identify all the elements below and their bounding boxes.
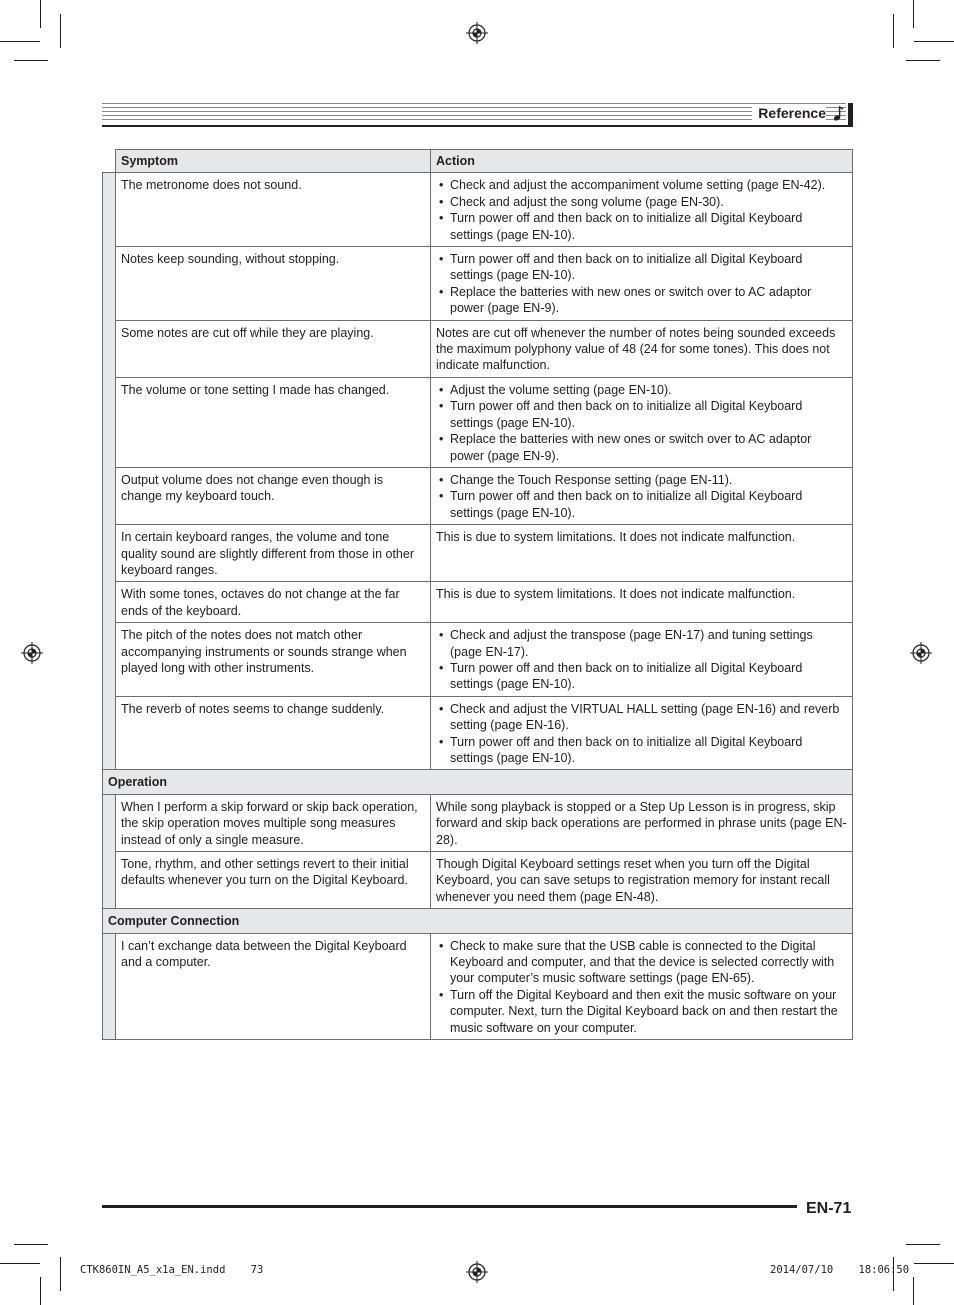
symptom-cell: When I perform a skip forward or skip back operation, the skip operation moves multiple song measures instead of only a single measure. xyxy=(116,794,431,851)
registration-mark-icon xyxy=(466,22,488,44)
action-cell xyxy=(431,173,853,247)
crop-mark xyxy=(914,41,954,42)
crop-mark xyxy=(0,41,40,42)
symptom-cell: I can’t exchange data between the Digital Keyboard and a computer. xyxy=(116,933,431,1039)
crop-mark xyxy=(913,0,914,28)
crop-mark xyxy=(914,1263,954,1264)
symptom-cell: The pitch of the notes does not match other accompanying instruments or sounds strange when played long with other instruments. xyxy=(116,623,431,697)
registration-mark-icon xyxy=(910,642,932,664)
table-corner xyxy=(103,150,116,173)
table-row xyxy=(103,852,853,909)
action-cell: While song playback is stopped or a Step Up Lesson is in progress, skip forward and skip back operations are performed in phrase units (page EN-28). xyxy=(431,794,853,851)
column-header-symptom: Symptom xyxy=(116,150,431,173)
action-cell: Though Digital Keyboard settings reset when you turn off the Digital Keyboard, you can save setups to registration memory for instant recall whenever you need them (page EN-48). xyxy=(431,852,853,909)
action-bullet: • Turn power off and then back on to initialize all Digital Keyboard settings (page EN-10). xyxy=(436,398,847,431)
symptom-cell: Some notes are cut off while they are playing. xyxy=(116,320,431,377)
crop-mark xyxy=(40,1277,41,1305)
section-title: Reference xyxy=(752,105,826,121)
crop-mark xyxy=(60,1257,61,1291)
print-slug-date: 2014/07/10 18:06:50 xyxy=(770,1264,910,1276)
action-bullet: • Turn power off and then back on to initialize all Digital Keyboard settings (page EN-10). xyxy=(436,251,847,284)
action-bullet: • Check and adjust the song volume (page EN-30). xyxy=(436,194,847,210)
table-row xyxy=(103,696,853,770)
table-row xyxy=(103,377,853,467)
crop-mark xyxy=(906,1244,940,1245)
symptom-cell: Notes keep sounding, without stopping. xyxy=(116,247,431,321)
category-row xyxy=(103,770,853,794)
action-cell xyxy=(431,933,853,1039)
action-bullet: • Check and adjust the VIRTUAL HALL setting (page EN-16) and reverb setting (page EN-16). xyxy=(436,701,847,734)
table-row xyxy=(103,623,853,697)
crop-mark xyxy=(893,14,894,48)
symptom-cell: Tone, rhythm, and other settings revert to their initial defaults whenever you turn on the Digital Keyboard. xyxy=(116,852,431,909)
action-bullet: • Change the Touch Response setting (page EN-11). xyxy=(436,472,847,488)
crop-mark xyxy=(60,14,61,48)
table-row xyxy=(103,320,853,377)
column-header-action: Action xyxy=(431,150,853,173)
crop-mark xyxy=(14,60,48,61)
action-bullet: • Turn power off and then back on to initialize all Digital Keyboard settings (page EN-10). xyxy=(436,734,847,767)
header-bottom-rule xyxy=(102,125,853,127)
symptom-cell: The metronome does not sound. xyxy=(116,173,431,247)
category-operation: Operation xyxy=(103,770,853,794)
page-number: EN-71 xyxy=(806,1200,852,1217)
crop-mark xyxy=(906,60,940,61)
action-cell: This is due to system limitations. It does not indicate malfunction. xyxy=(431,582,853,623)
header-rule-lines xyxy=(102,103,846,125)
category-computer-connection: Computer Connection xyxy=(103,909,853,933)
crop-mark xyxy=(40,0,41,28)
action-cell xyxy=(431,247,853,321)
music-note-icon xyxy=(831,103,853,125)
footer-rule xyxy=(102,1205,797,1208)
crop-mark xyxy=(913,1277,914,1305)
symptom-cell: In certain keyboard ranges, the volume and tone quality sound are slightly different from those in other keyboard ranges. xyxy=(116,525,431,582)
symptom-cell: The volume or tone setting I made has changed. xyxy=(116,377,431,467)
table-row xyxy=(103,173,853,247)
registration-mark-icon xyxy=(466,1261,488,1283)
action-cell xyxy=(431,623,853,697)
symptom-cell: With some tones, octaves do not change at the far ends of the keyboard. xyxy=(116,582,431,623)
action-bullet: • Replace the batteries with new ones or switch over to AC adaptor power (page EN-9). xyxy=(436,431,847,464)
action-bullet: • Check and adjust the accompaniment volume setting (page EN-42). xyxy=(436,177,847,193)
action-cell xyxy=(431,377,853,467)
row-group-indent xyxy=(103,794,116,908)
action-cell xyxy=(431,696,853,770)
action-bullet: • Turn power off and then back on to initialize all Digital Keyboard settings (page EN-10). xyxy=(436,660,847,693)
registration-mark-icon xyxy=(21,642,43,664)
table-row xyxy=(103,525,853,582)
table-row xyxy=(103,467,853,524)
row-group-indent xyxy=(103,173,116,770)
table-row xyxy=(103,247,853,321)
action-bullet: • Check and adjust the transpose (page EN-17) and tuning settings (page EN-17). xyxy=(436,627,847,660)
action-bullet: • Check to make sure that the USB cable is connected to the Digital Keyboard and computer, and that the device is selected correctly with your computer’s music software settings (page EN-65). xyxy=(436,938,847,987)
crop-mark xyxy=(14,1244,48,1245)
table-row xyxy=(103,794,853,851)
table-row xyxy=(103,582,853,623)
action-bullet: • Turn power off and then back on to initialize all Digital Keyboard settings (page EN-10). xyxy=(436,488,847,521)
print-slug-filename: CTK860IN_A5_x1a_EN.indd 73 xyxy=(80,1264,264,1276)
action-bullet: • Adjust the volume setting (page EN-10). xyxy=(436,382,847,398)
action-cell: Notes are cut off whenever the number of notes being sounded exceeds the maximum polyphony value of 48 (24 for some tones). This does not indicate malfunction. xyxy=(431,320,853,377)
crop-mark xyxy=(0,1263,40,1264)
symptom-cell: The reverb of notes seems to change suddenly. xyxy=(116,696,431,770)
troubleshooting-table xyxy=(102,149,853,1040)
row-group-indent xyxy=(103,933,116,1039)
action-cell xyxy=(431,467,853,524)
category-row xyxy=(103,909,853,933)
symptom-cell: Output volume does not change even though is change my keyboard touch. xyxy=(116,467,431,524)
table-row xyxy=(103,933,853,1039)
action-bullet: • Turn off the Digital Keyboard and then exit the music software on your computer. Next, turn the Digital Keyboard back on and then restart the music software on your computer. xyxy=(436,987,847,1036)
action-cell: This is due to system limitations. It does not indicate malfunction. xyxy=(431,525,853,582)
action-bullet: • Turn power off and then back on to initialize all Digital Keyboard settings (page EN-10). xyxy=(436,210,847,243)
action-bullet: • Replace the batteries with new ones or switch over to AC adaptor power (page EN-9). xyxy=(436,284,847,317)
